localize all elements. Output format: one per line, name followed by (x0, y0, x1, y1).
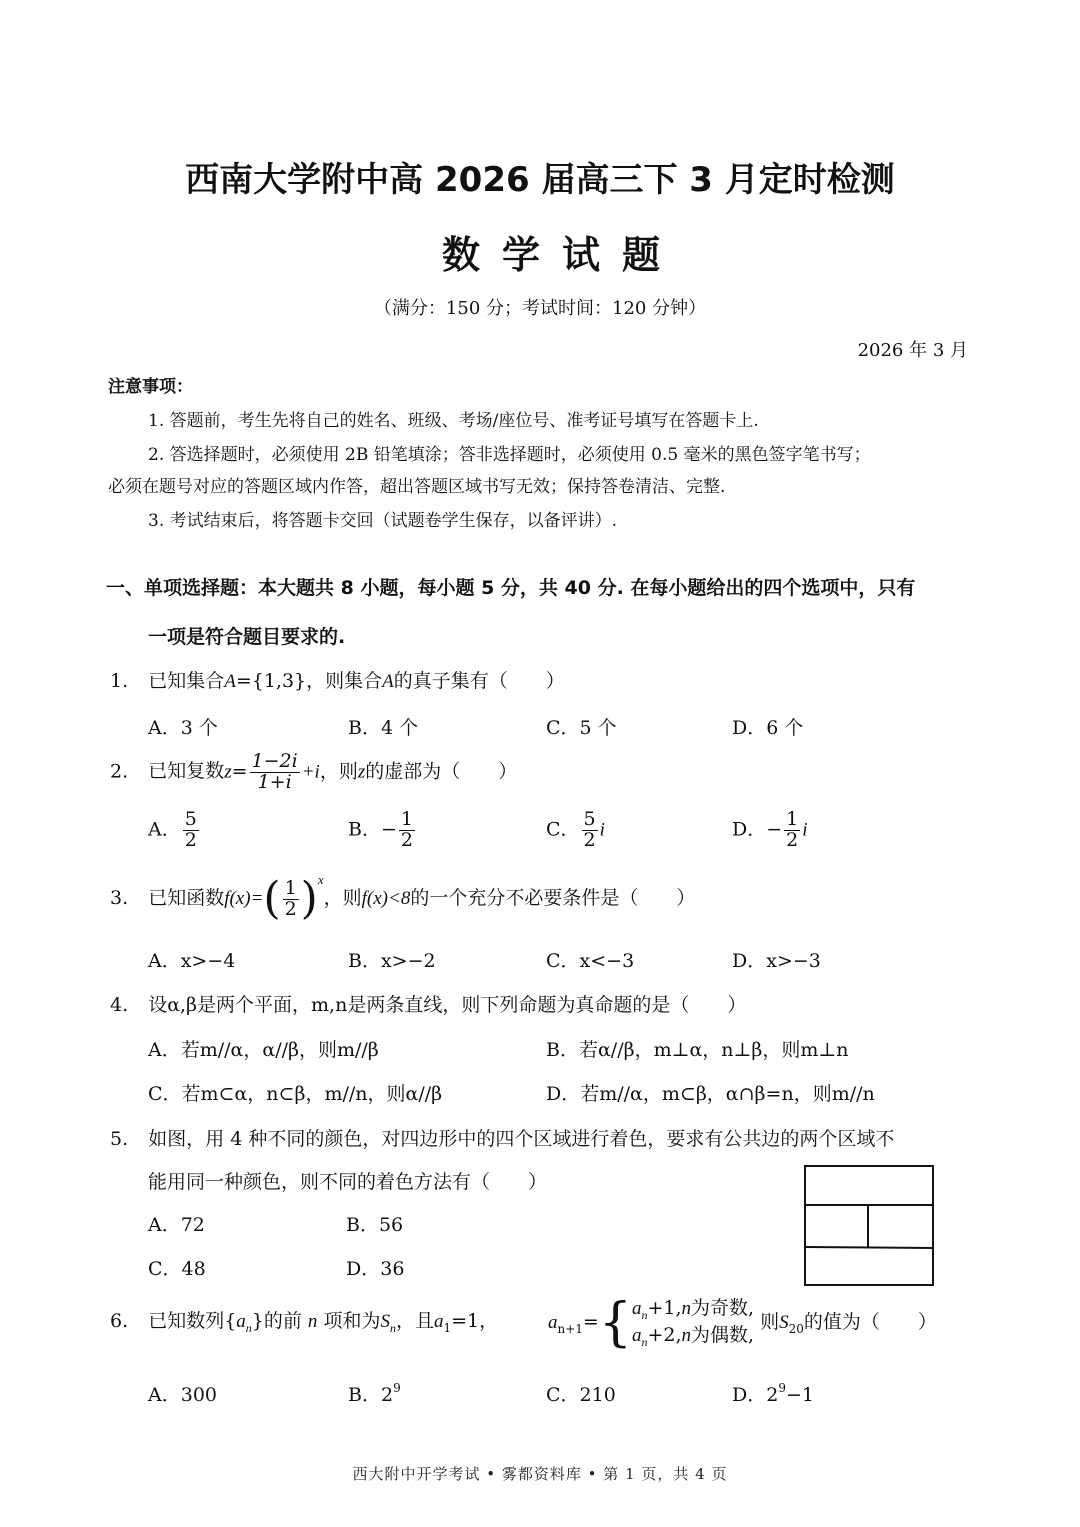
math-eq: = (582, 1311, 599, 1334)
question-text: ，且 (395, 1310, 434, 1332)
question-3 (110, 872, 696, 924)
question-text: 项和为 (323, 1310, 381, 1332)
math-var: a (631, 1298, 642, 1319)
q6-option-b (348, 1380, 401, 1407)
fraction (399, 810, 415, 851)
fraction (283, 876, 299, 920)
q2-option-d (732, 810, 808, 851)
q3-option-b: B．x>−2 (348, 950, 436, 972)
q5-option-a: A．72 (148, 1214, 205, 1236)
math-var: a (236, 1311, 246, 1332)
question-text: 的值为（ ） (803, 1311, 937, 1334)
fraction (582, 810, 598, 851)
section-heading: 一、单项选择题：本大题共 8 小题，每小题 5 分，共 40 分. 在每小题给出的四个选项中，只有 (106, 577, 916, 599)
option-exponent: 9 (778, 1381, 786, 1395)
question-text: ，则 (323, 887, 362, 909)
math-expr: +1, (647, 1297, 682, 1319)
case-text: 为偶数, (691, 1324, 755, 1347)
math-subscript: n+1 (557, 1322, 583, 1337)
math-var: A (382, 671, 394, 692)
math-var: a (631, 1325, 642, 1347)
question-4 (110, 990, 746, 1017)
question-number: 3. (110, 887, 129, 909)
fraction-denominator: 2 (400, 828, 413, 851)
option-suffix: i (802, 819, 808, 841)
q5-option-c: C．48 (148, 1258, 206, 1280)
fraction-denominator: 2 (184, 828, 197, 851)
notice-item-2: 2. 答选择题时，必须使用 2B 铅笔填涂；答非选择题时，必须使用 0.5 毫米的黑色签字笔书写； (148, 445, 871, 465)
question-6 (110, 1306, 498, 1336)
math-var: z (357, 761, 366, 783)
question-text: }的前 (251, 1310, 302, 1332)
math-expr: +2, (647, 1324, 682, 1347)
question-text: 的虚部为（ ） (365, 760, 518, 783)
notice-item-3: 3. 考试结束后，将答题卡交回（试题卷学生保存，以备评讲）. (148, 511, 618, 531)
option-exponent: 9 (393, 1381, 401, 1395)
question-text: ，则集合 (306, 670, 383, 692)
option-suffix: i (599, 819, 605, 841)
case-even (632, 1323, 754, 1350)
math-subscript: n (641, 1335, 648, 1350)
q6-option-a (148, 1380, 217, 1407)
fraction-numerator: 1 (786, 808, 799, 830)
fraction-numerator: 1−2i (251, 750, 298, 772)
fraction-denominator: 2 (786, 828, 799, 851)
question-text: 已知集合 (148, 670, 225, 692)
fraction-numerator: 5 (583, 808, 596, 830)
option-prefix: − (380, 818, 397, 841)
case-text: 为奇数, (691, 1297, 755, 1319)
notice-item-1: 1. 答题前，考生先将自己的姓名、班级、考场/座位号、准考证号填写在答题卡上. (148, 411, 759, 431)
math-expr: =1， (451, 1310, 499, 1332)
fraction-denominator: 2 (583, 828, 596, 851)
option-value: 300 (180, 1384, 217, 1406)
math-var: A (224, 671, 236, 692)
exam-meta: （满分：150 分；考试时间：120 分钟） (373, 298, 707, 319)
q1-option-b: B．4 个 (348, 717, 419, 739)
option-label: D． (732, 1384, 767, 1406)
math-var: a (548, 1312, 558, 1334)
math-var: S (779, 1312, 789, 1334)
left-brace: { (598, 1293, 632, 1354)
question-1 (110, 666, 565, 693)
question-text: 已知数列{ (148, 1310, 237, 1332)
q5-option-d: D．36 (346, 1258, 405, 1280)
q6-option-c (546, 1380, 616, 1407)
math-expr: f(x)<8 (361, 888, 411, 909)
fraction-numerator: 1 (284, 876, 297, 899)
question-text: 的真子集有（ ） (393, 670, 565, 692)
math-var: z (224, 761, 232, 783)
question-text: 的一个充分不必要条件是（ ） (410, 887, 696, 909)
q6-option-d (732, 1380, 814, 1407)
math-var: n (681, 1325, 691, 1347)
question-number: 4. (110, 994, 129, 1016)
piecewise-cases (632, 1296, 754, 1350)
question-number: 6. (110, 1310, 129, 1332)
question-text: 已知复数 (148, 760, 225, 783)
fraction-numerator: 1 (400, 808, 413, 830)
math-subscript: 1 (443, 1321, 452, 1335)
math-var: S (380, 1311, 390, 1332)
right-paren: ) (300, 873, 318, 924)
subject-title: 数学试题 (441, 233, 682, 277)
question-number: 1. (110, 670, 129, 692)
math-var: a (434, 1311, 444, 1332)
math-expr: f(x)= (224, 888, 264, 909)
math-var: n (681, 1298, 691, 1319)
option-label: C． (546, 1384, 580, 1406)
question-5 (110, 1124, 894, 1151)
q4-option-d: D．若m//α，m⊂β，α∩β=n，则m//n (546, 1083, 875, 1105)
option-label: C． (546, 818, 580, 841)
exam-title: 西南大学附中高 2026 届高三下 3 月定时检测 (185, 160, 895, 200)
q3-option-d: D．x>−3 (732, 950, 821, 972)
q1-option-d: D．6 个 (732, 717, 804, 739)
math-subscript: n (245, 1321, 252, 1335)
option-value: 210 (579, 1384, 616, 1406)
q1-option-c: C．5 个 (546, 717, 617, 739)
quadrilateral-regions-figure (804, 1165, 934, 1286)
math-eq: = (231, 760, 248, 783)
fraction (183, 810, 199, 851)
fraction-denominator: 1+i (257, 770, 292, 793)
fraction (250, 752, 300, 793)
option-label: A． (148, 818, 181, 841)
question-text: 设α,β是两个平面，m,n是两条直线，则下列命题为真命题的是（ ） (148, 994, 747, 1016)
notice-heading: 注意事项： (108, 377, 193, 397)
q2-option-b (348, 810, 417, 851)
case-odd (632, 1296, 754, 1323)
fraction (784, 810, 800, 851)
math-expr: ={1,3} (235, 670, 307, 692)
q2-option-c (546, 810, 605, 851)
question-6-recurrence (548, 1293, 937, 1354)
q4-option-b: B．若α//β，m⊥α，n⊥β，则m⊥n (546, 1039, 849, 1061)
math-subscript: 20 (788, 1322, 804, 1337)
option-label: B． (348, 1384, 381, 1406)
question-5-cont: 能用同一种颜色，则不同的着色方法有（ ） (148, 1171, 548, 1193)
q1-option-a: A．3 个 (148, 717, 218, 739)
q5-option-b: B．56 (346, 1214, 404, 1236)
notice-item-2-cont: 必须在题号对应的答题区域内作答，超出答题区域书写无效；保持答卷清洁、完整. (108, 477, 726, 497)
option-prefix: − (766, 818, 783, 841)
page-footer: 西大附中开学考试 • 雾都资料库 • 第 1 页，共 4 页 (352, 1465, 728, 1483)
option-label: B． (348, 818, 381, 841)
q2-option-a (148, 810, 201, 851)
option-tail: −1 (785, 1384, 814, 1406)
q3-option-c: C．x<−3 (546, 950, 635, 972)
left-paren: ( (263, 873, 281, 924)
math-subscript: n (641, 1308, 648, 1322)
question-number: 2. (110, 760, 129, 783)
math-subscript: n (389, 1321, 396, 1335)
question-number: 5. (110, 1128, 129, 1150)
figure-divider-bottom (805, 1247, 933, 1248)
question-text: 如图，用 4 种不同的颜色，对四边形中的四个区域进行着色，要求有公共边的两个区域不 (148, 1128, 895, 1150)
question-2 (110, 752, 517, 793)
exam-date: 2026 年 3 月 (857, 340, 968, 361)
q4-option-c: C．若m⊂α，n⊂β，m//n，则α//β (148, 1083, 443, 1105)
question-text: ，则 (319, 760, 358, 783)
math-expr: +i (301, 761, 320, 783)
math-var: n (307, 1311, 318, 1332)
exponent: x (317, 872, 324, 887)
fraction-denominator: 2 (284, 897, 297, 920)
q3-option-a: A．x>−4 (148, 950, 236, 972)
question-text: 则 (760, 1311, 780, 1334)
option-label: D． (732, 818, 767, 841)
option-label: A． (148, 1384, 181, 1406)
section-heading-cont: 一项是符合题目要求的. (148, 626, 346, 648)
q4-option-a: A．若m//α，α//β，则m//β (148, 1039, 379, 1061)
option-value: 2 (380, 1384, 394, 1406)
fraction-numerator: 5 (184, 808, 197, 830)
question-text: 已知函数 (148, 887, 225, 909)
option-value: 2 (766, 1384, 779, 1406)
